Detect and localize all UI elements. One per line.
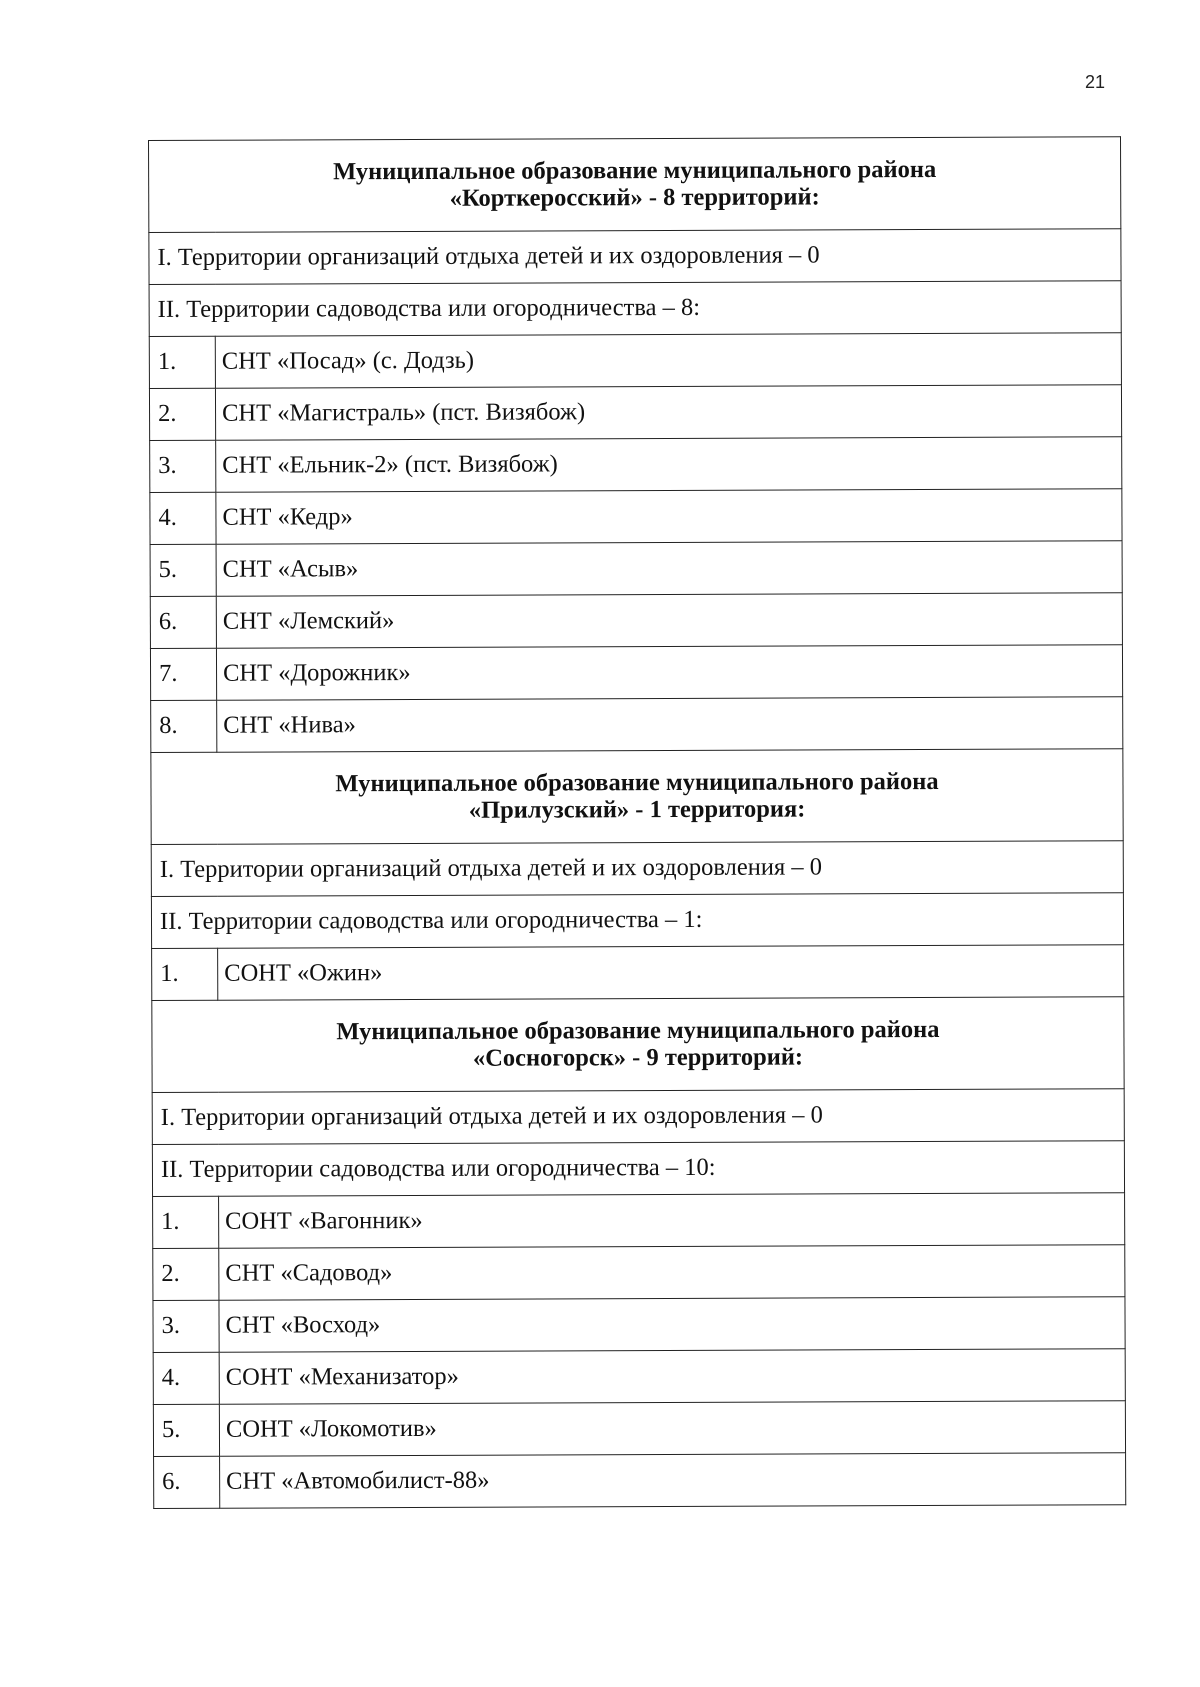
item-number: 5. xyxy=(153,1404,219,1456)
section-header xyxy=(151,749,1123,845)
table-row xyxy=(153,1245,1125,1301)
item-number: 6. xyxy=(154,1456,220,1508)
item-name: СОНТ «Ожин» xyxy=(218,945,1124,1000)
item-name: СНТ «Посад» (с. Додзь) xyxy=(215,333,1121,388)
section-title-line2: «Корткеросский» - 8 территорий: xyxy=(449,182,820,212)
table-row xyxy=(153,1401,1125,1457)
category-gardening: II. Территории садоводства или огородничества – 10: xyxy=(152,1141,1124,1197)
category-row-recreation xyxy=(151,841,1123,897)
category-row-gardening xyxy=(151,893,1123,949)
section-header xyxy=(152,997,1124,1093)
section-header xyxy=(149,137,1121,233)
item-number: 1. xyxy=(149,336,215,388)
item-number: 2. xyxy=(149,388,215,440)
item-number: 4. xyxy=(150,492,216,544)
table-row xyxy=(150,593,1122,649)
item-number: 4. xyxy=(153,1352,219,1404)
table-row xyxy=(153,1349,1125,1405)
item-name: СНТ «Автомобилист-88» xyxy=(220,1453,1126,1508)
category-recreation: I. Территории организаций отдыха детей и их оздоровления – 0 xyxy=(149,229,1121,285)
item-name: СНТ «Магистраль» (пст. Визябож) xyxy=(215,385,1121,440)
item-number: 1. xyxy=(152,948,218,1000)
item-name: СОНТ «Локомотив» xyxy=(219,1401,1125,1456)
table-row xyxy=(150,541,1122,597)
item-name: СНТ «Садовод» xyxy=(219,1245,1125,1300)
item-name: СОНТ «Механизатор» xyxy=(219,1349,1125,1404)
item-number: 8. xyxy=(151,700,217,752)
table-row xyxy=(150,437,1122,493)
item-number: 7. xyxy=(150,648,216,700)
table-row xyxy=(150,489,1122,545)
category-row-gardening xyxy=(152,1141,1124,1197)
category-gardening: II. Территории садоводства или огородничества – 1: xyxy=(151,893,1123,949)
item-name: СНТ «Кедр» xyxy=(216,489,1122,544)
section-title-line1: Муниципальное образование муниципального района xyxy=(332,155,937,185)
section-title-line1: Муниципальное образование муниципального района xyxy=(336,1015,940,1045)
table-row xyxy=(154,1453,1126,1509)
category-recreation: I. Территории организаций отдыха детей и их оздоровления – 0 xyxy=(151,841,1123,897)
page-number: 21 xyxy=(1084,72,1105,92)
table-row xyxy=(149,385,1121,441)
table-row xyxy=(149,333,1121,389)
item-number: 3. xyxy=(150,440,216,492)
table-row xyxy=(153,1297,1125,1353)
item-name: СНТ «Дорожник» xyxy=(216,645,1122,700)
item-name: СНТ «Лемский» xyxy=(216,593,1122,648)
section-title-line2: «Прилузский» - 1 территория: xyxy=(468,794,806,824)
table-row xyxy=(153,1193,1125,1249)
section-title-line2: «Сосногорск» - 9 территорий: xyxy=(472,1042,804,1072)
section-title-line1: Муниципальное образование муниципального района xyxy=(335,767,939,797)
category-recreation: I. Территории организаций отдыха детей и их оздоровления – 0 xyxy=(152,1089,1124,1145)
section-header-row xyxy=(149,137,1121,233)
item-name: СНТ «Восход» xyxy=(219,1297,1125,1352)
category-row-gardening xyxy=(149,281,1121,337)
territories-table xyxy=(148,136,1126,1509)
section-header-row xyxy=(151,749,1123,845)
item-name: СНТ «Асыв» xyxy=(216,541,1122,596)
category-row-recreation xyxy=(152,1089,1124,1145)
item-number: 2. xyxy=(153,1248,219,1300)
table-row xyxy=(150,645,1122,701)
item-number: 6. xyxy=(150,596,216,648)
section-header-row xyxy=(152,997,1124,1093)
table-row xyxy=(152,945,1124,1001)
category-gardening: II. Территории садоводства или огородничества – 8: xyxy=(149,281,1121,337)
item-number: 1. xyxy=(153,1196,219,1248)
item-name: СОНТ «Вагонник» xyxy=(219,1193,1125,1248)
category-row-recreation xyxy=(149,229,1121,285)
item-number: 3. xyxy=(153,1300,219,1352)
item-number: 5. xyxy=(150,544,216,596)
item-name: СНТ «Нива» xyxy=(217,697,1123,752)
item-name: СНТ «Ельник-2» (пст. Визябож) xyxy=(216,437,1122,492)
territories-table-body xyxy=(149,137,1126,1509)
table-row xyxy=(151,697,1123,753)
